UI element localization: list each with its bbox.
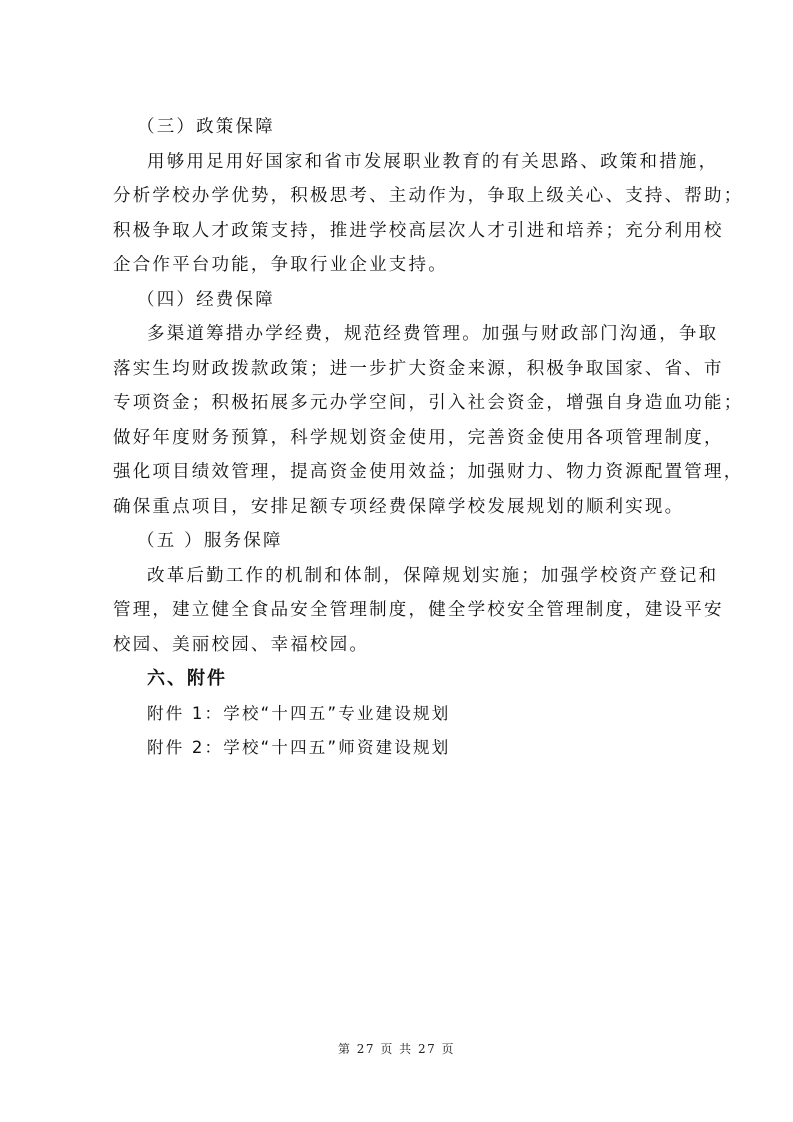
paragraph-line: 企合作平台功能，争取行业企业支持。 [113, 255, 448, 275]
paragraph-line: 用够用足用好国家和省市发展职业教育的有关思路、政策和措施， [147, 151, 719, 172]
section-heading-service: （五 ）服务保障 [137, 531, 283, 551]
section-heading-policy: （三）政策保障 [137, 117, 275, 137]
paragraph-line: 落实生均财政拨款政策；进一步扩大资金来源，积极争取国家、省、市 [113, 358, 724, 379]
paragraph-line: 专项资金；积极拓展多元办学空间，引入社会资金，增强自身造血功能； [113, 393, 744, 413]
paragraph-line: 积极争取人才政策支持，推进学校高层次人才引进和培养；充分利用校 [113, 220, 724, 241]
paragraph-line: 多渠道筹措办学经费，规范经费管理。加强与财政部门沟通，争取 [147, 324, 719, 344]
paragraph-line: 校园、美丽校园、幸福校园。 [113, 634, 370, 655]
paragraph-line: 确保重点项目，安排足额专项经费保障学校发展规划的顺利实现。 [113, 496, 685, 517]
paragraph-line: 改革后勤工作的机制和体制，保障规划实施；加强学校资产登记和 [147, 565, 719, 586]
paragraph-line: 强化项目绩效管理，提高资金使用效益；加强财力、物力资源配置管理， [113, 462, 744, 482]
page-number-footer: 第 27 页 共 27 页 [337, 1042, 456, 1056]
section-heading-funding: （四）经费保障 [137, 289, 275, 310]
paragraph-line: 做好年度财务预算，科学规划资金使用，完善资金使用各项管理制度， [113, 427, 724, 448]
document-body [113, 110, 744, 766]
attachment-item: 附件 1：学校“十四五”专业建设规划 [147, 703, 451, 723]
section-heading-attachments: 六、附件 [147, 668, 227, 689]
paragraph-line: 管理，建立健全食品安全管理制度，健全学校安全管理制度，建设平安 [113, 600, 724, 620]
attachment-item: 附件 2：学校“十四五”师资建设规划 [147, 738, 451, 757]
paragraph-line: 分析学校办学优势，积极思考、主动作为，争取上级关心、支持、帮助； [113, 186, 744, 206]
